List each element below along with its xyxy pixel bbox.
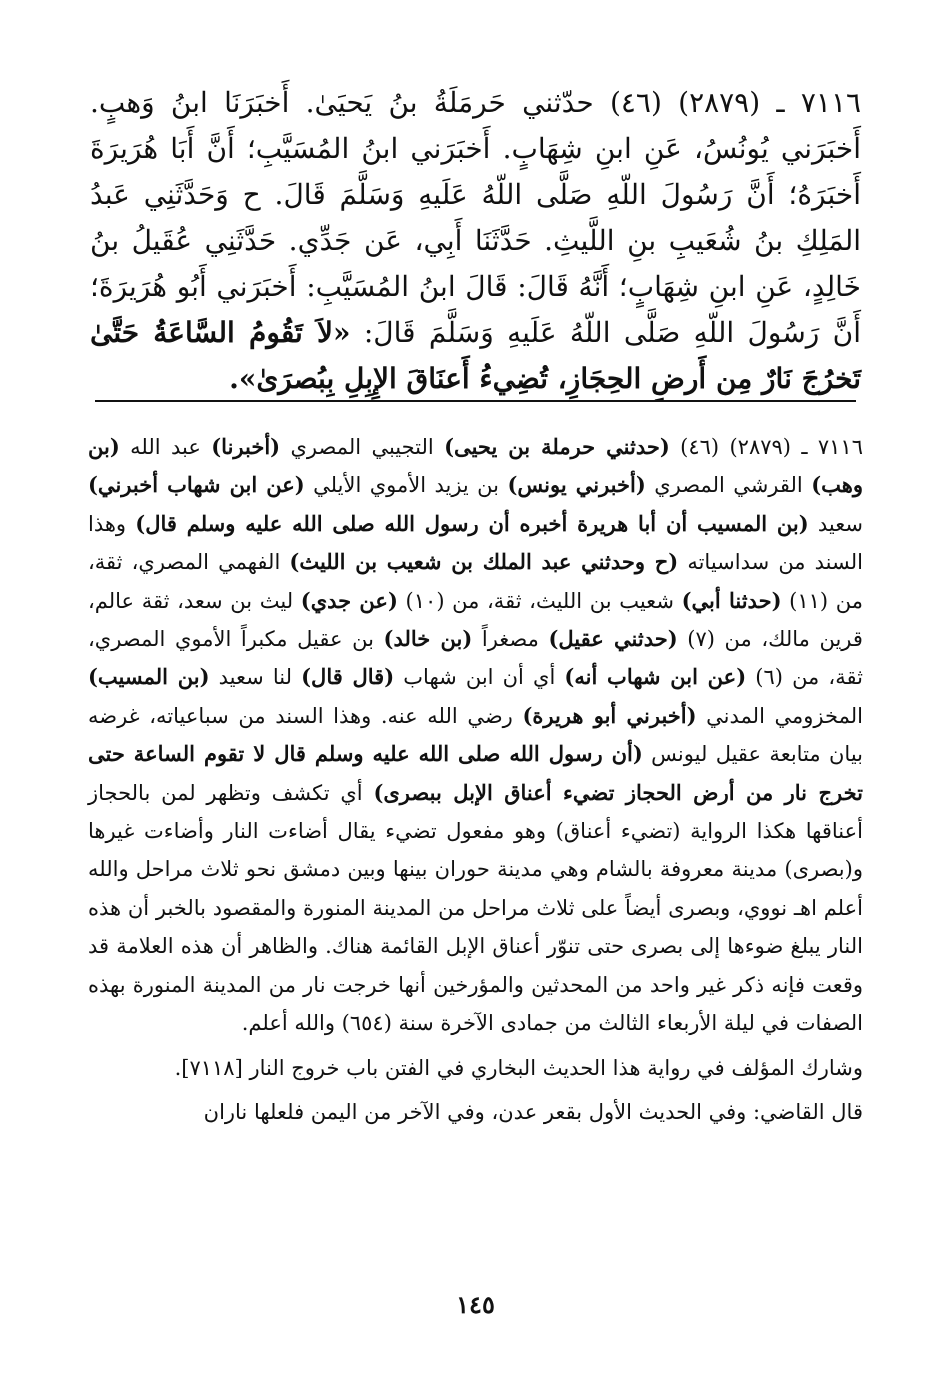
commentary-paragraph-2: وشارك المؤلف في رواية هذا الحديث البخاري في الفتن باب خروج النار [٧١١٨].: [174, 1055, 863, 1080]
commentary-paragraph-1: [88, 428, 863, 1043]
commentary-text: مصغراً: [481, 627, 539, 652]
commentary-text: الفهمي المصري، ثقة، من (١١): [88, 550, 863, 613]
commentary-text: ليث بن سعد، ثقة عالم، قرين مالك، من (٧): [88, 588, 863, 652]
commentary-text: وهذا السند من سداسياته: [88, 511, 863, 575]
hadith-matn: «لاَ تَقُومُ السَّاعَةُ حَتَّىٰ تَخرُجَ نَارٌ مِن أَرضِ الحِجَازِ، تُضِيءُ أَعنَاقَ الإِبِلِ بِبُصرَىٰ».: [90, 316, 861, 395]
commentary-text: بن عقيل مكبراً الأموي المصري، ثقة، من (٦): [88, 627, 863, 690]
commentary-text: أي تكشف وتظهر لمن بالحجاز أعناقها هكذا الرواية (تضيء أعناق) وهو مفعول تضيء يقال أضاءت النار وأضاءت غيرها و(بصرى) مدينة معروفة بالشام وهي مدينة حوران بينها وبين دمشق نحو ثلاث مراحل والله أعلم اهـ نووي، وبصرى أيضاً على ثلاث مراحل من المدينة المنورة والمقصود بالخبر أن هذه النار يبلغ ضوءها إلى بصرى حتى تنوّر أعناق الإبل القائمة هناك. والظاهر أن هذه العلامة قد وقعت فإنه ذكر غير واحد من المحدثين والمؤرخين أنها خرجت نار من المدينة المنورة بهذه الصفات في ليلة الأربعاء الثالث من جمادى الآخرة سنة (٦٥٤) والله أعلم.: [88, 780, 863, 1036]
separator-line: [95, 400, 856, 402]
commentary-text: رضي الله عنه. وهذا السند من سباعياته، غرضه بيان متابعة عقيل ليونس: [88, 703, 864, 767]
commentary-quote: (بن المسيب أن أبا هريرة أخبره أن رسول الله صلى الله عليه وسلم قال): [135, 510, 809, 536]
commentary-text: عبد الله: [130, 435, 201, 459]
commentary-quote: (بن وهب): [88, 434, 863, 498]
commentary-quote: (بن خالد): [383, 626, 473, 652]
hadith-text: [90, 80, 861, 402]
commentary-quote: (حدثني حرملة بن يحيى): [444, 434, 670, 459]
commentary-text: ٧١١٦ ـ (٢٨٧٩) (٤٦): [680, 435, 863, 459]
commentary-quote: (عن جدي): [300, 587, 398, 613]
commentary-quote: (أخبرني أبو هريرة): [522, 702, 697, 728]
commentary-quote: (ح وحدثني عبد الملك بن شعيب بن الليث): [289, 549, 679, 575]
commentary-text: سعيد: [817, 511, 863, 536]
commentary-text: أي أن ابن شهاب: [403, 665, 556, 690]
hadith-isnad: ٧١١٦ ـ (٢٨٧٩) (٤٦) حدّثني حَرمَلَةُ بنُ يَحيَىٰ. أَخبَرَنَا ابنُ وَهبٍ. أَخبَرَني يُونُسُ، عَنِ ابنِ شِهَابٍ. أَخبَرَني ابنُ المُسَيَّبِ؛ أَنَّ أَبَا هُرَيرَةَ أَخبَرَهُ؛ أَنَّ رَسُولَ اللّهِ صَلَّى اللّهُ عَلَيهِ وَسَلَّمَ قَالَ. ح وَحَدَّثَنِي عَبدُ المَلِكِ بنُ شُعَيبِ بنِ اللَّيثِ. حَدَّثَنَا أَبِي، عَن جَدِّي. حَدَّثَنِي عُقَيلُ بنُ خَالِدٍ، عَنِ ابنِ شِهَابٍ؛ أَنَّهُ قَالَ: قَالَ ابنُ المُسَيَّبِ: أَخبَرَني أَبُو هُرَيرَةَ؛ أَنَّ رَسُولَ اللّهِ صَلَّى اللّهُ عَلَيهِ وَسَلَّمَ قَالَ:: [90, 86, 862, 349]
commentary-quote: (أخبرني يونس): [507, 472, 646, 498]
commentary-quote: (حدثنا أبي): [681, 587, 782, 613]
commentary-text: القرشي المصري: [654, 473, 803, 498]
commentary-quote: (حدثني عقيل): [548, 626, 678, 652]
commentary-quote: (أن رسول الله صلى الله عليه وسلم قال لا تقوم الساعة حتى تخرج نار من أرض الحجاز تضيء أعناق الإبل ببصرى): [88, 741, 863, 805]
commentary: [88, 428, 863, 1131]
commentary-text: لنا سعيد: [218, 665, 292, 690]
commentary-quote: (أخبرنا): [211, 434, 281, 459]
commentary-paragraph-3: قال القاضي: وفي الحديث الأول بقعر عدن، وفي الآخر من اليمن فلعلها ناران: [203, 1099, 863, 1124]
commentary-quote: (عن ابن شهاب أنه): [564, 664, 747, 690]
commentary-text: بن يزيد الأموي الأيلي: [313, 473, 500, 498]
commentary-quote: (بن المسيب): [88, 664, 210, 690]
page-number: ١٤٥: [456, 1290, 495, 1319]
commentary-text: المخزومي المدني: [706, 703, 863, 728]
commentary-text: شعيب بن الليث، ثقة، من (١٠): [405, 588, 674, 613]
commentary-quote: (قال قال): [301, 664, 395, 690]
commentary-text: التجيبي المصري: [290, 435, 434, 459]
commentary-quote: (عن ابن شهاب أخبرني): [88, 472, 305, 498]
